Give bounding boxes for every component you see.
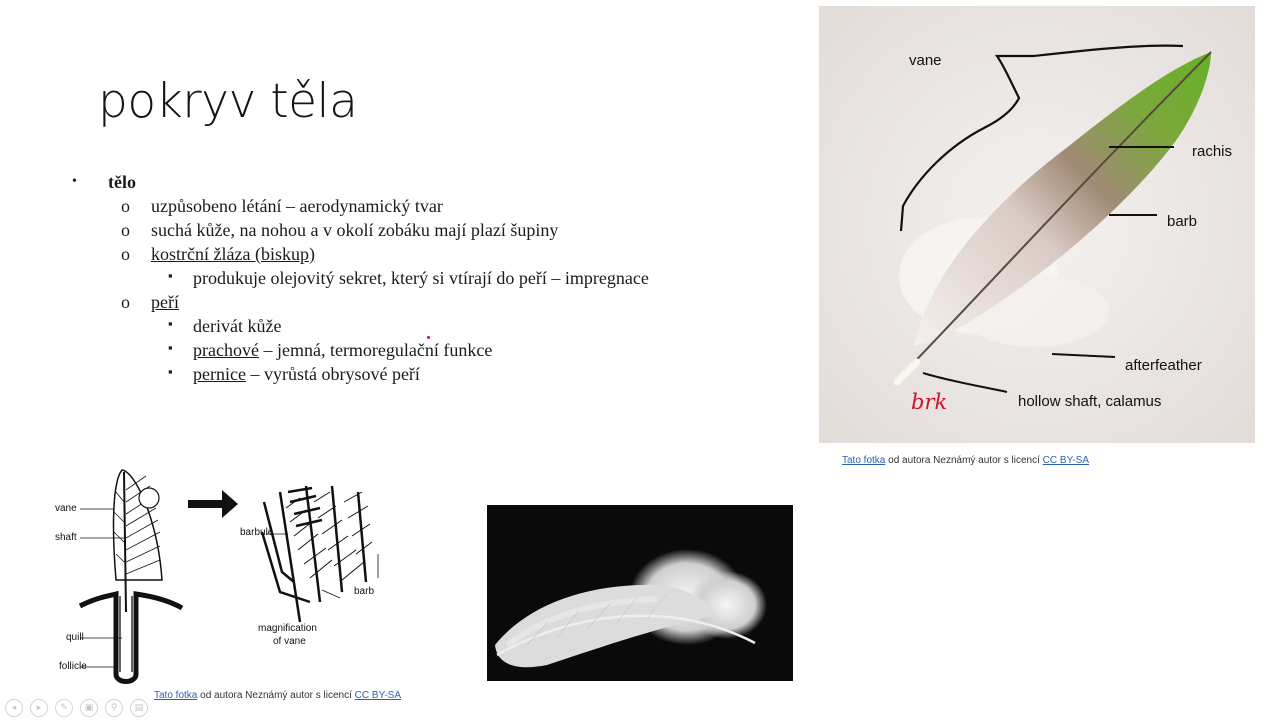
caption-photo-link[interactable]: Tato fotka — [154, 690, 198, 701]
sub-sub-item-derivative: derivát kůže — [193, 316, 282, 336]
desc-pin: – vyrůstá obrysové peří — [245, 364, 420, 384]
label-vane: vane — [909, 52, 942, 69]
caption-license-link[interactable]: CC BY-SA — [354, 690, 401, 701]
square-symbol: ▪ — [168, 340, 173, 355]
diagram-label-follicle: follicle — [59, 661, 87, 672]
diagram-label-magnification: magnification — [258, 623, 317, 634]
term-down: prachové — [193, 340, 259, 360]
ink-dot — [427, 336, 430, 339]
label-hollow-shaft: hollow shaft, calamus — [1018, 393, 1162, 410]
subtitles-icon[interactable]: ▤ — [130, 699, 148, 717]
diagram-label-of-vane: of vane — [273, 636, 306, 647]
zoom-icon[interactable]: ⚲ — [105, 699, 123, 717]
diagram-label-vane: vane — [55, 503, 77, 514]
down-feather-illustration — [487, 505, 793, 681]
caption-text: od autora Neznámý autor s licencí — [197, 690, 355, 701]
square-symbol: ▪ — [168, 268, 173, 283]
bullet-symbol: • — [72, 174, 77, 189]
circle-symbol: o — [121, 220, 130, 240]
caption-license-link[interactable]: CC BY-SA — [1042, 455, 1089, 466]
label-barb: barb — [1167, 213, 1198, 230]
diagram-label-barbule: barbule — [240, 527, 274, 538]
sub-item-flight: uzpůsobeno létání – aerodynamický tvar — [151, 196, 443, 216]
square-symbol: ▪ — [168, 364, 173, 379]
circle-symbol: o — [121, 244, 130, 264]
feather-diagram — [50, 462, 390, 690]
circle-symbol: o — [121, 196, 130, 216]
handwritten-annotation: brk — [911, 390, 948, 414]
bullet-telo: tělo — [108, 172, 136, 192]
sub-item-skin: suchá kůže, na nohou a v okolí zobáku mají plazí šupiny — [151, 220, 559, 240]
diagram-label-shaft: shaft — [55, 532, 77, 543]
down-feather-photo — [487, 505, 793, 681]
photo-caption-top — [842, 455, 1089, 466]
desc-down: – jemná, termoregulační funkce — [258, 340, 493, 360]
sub-item-gland: kostrční žláza (biskup) — [151, 244, 315, 264]
slide-title: pokryv těla — [98, 74, 358, 129]
sub-sub-item-secretion: produkuje olejovitý sekret, který si vtírají do peří – impregnace — [193, 268, 649, 288]
sub-sub-item-down — [193, 340, 492, 361]
slides-icon[interactable]: ▣ — [80, 699, 98, 717]
feather-structure-drawing — [50, 462, 390, 690]
diagram-label-barb: barb — [354, 586, 375, 597]
diagram-label-quill: quill — [66, 632, 84, 643]
previous-icon[interactable]: ◂ — [5, 699, 23, 717]
sub-item-feathers: peří — [151, 292, 179, 312]
label-afterfeather: afterfeather — [1125, 357, 1202, 374]
pen-icon[interactable]: ✎ — [55, 699, 73, 717]
next-icon[interactable]: ▸ — [30, 699, 48, 717]
feather-photo — [819, 6, 1255, 443]
label-rachis: rachis — [1192, 143, 1233, 160]
caption-text: od autora Neznámý autor s licencí — [885, 455, 1043, 466]
caption-photo-link[interactable]: Tato fotka — [842, 455, 886, 466]
term-pin: pernice — [193, 364, 246, 384]
sub-sub-item-pin — [193, 364, 420, 385]
photo-caption-bottom — [154, 690, 401, 701]
square-symbol: ▪ — [168, 316, 173, 331]
circle-symbol: o — [121, 292, 130, 312]
